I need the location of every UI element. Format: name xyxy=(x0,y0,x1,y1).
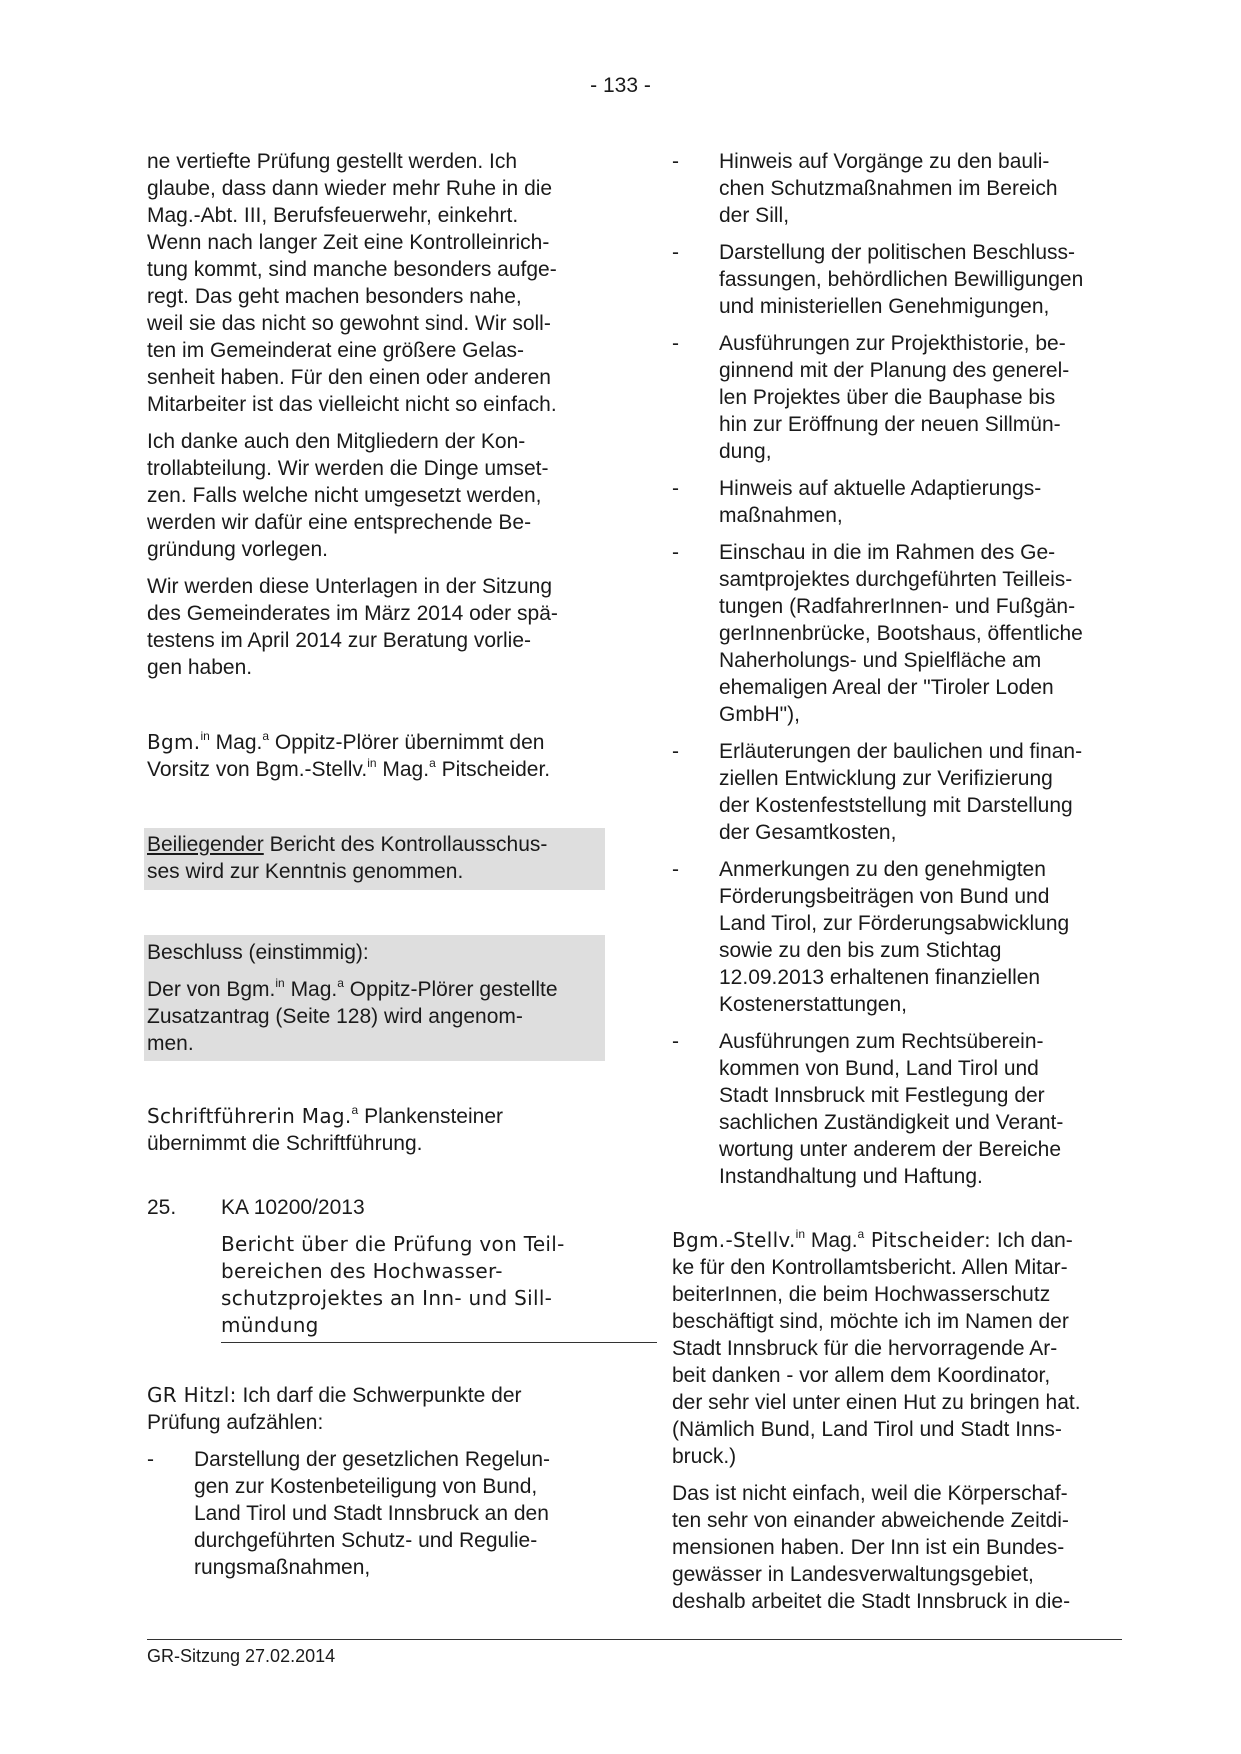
list-item: - Ausführungen zur Projekthistorie, be- ginnend mit der Planung des generel- len Projektes über die Bauphase bis hin zur Eröffnung der neuen Sillmün- dung, xyxy=(672,332,1070,463)
report-note-box: Beiliegender Bericht des Kontrollausschus- ses wird zur Kenntnis genommen. xyxy=(144,828,605,890)
page-number: - 133 - xyxy=(590,74,651,97)
paragraph-continuation: ne vertiefte Prüfung gestellt werden. Ich glaube, dass dann wieder mehr Ruhe in die Mag.-Abt. III, Berufsfeuerwehr, einkehrt. Wenn nach langer Zeit eine Kontrolleinrich- tung kommt, sind manche besonders aufge- regt. Das geht machen besonders nahe, weil sie das nicht so gewohnt sind. Wir soll- ten im Gemeinderat eine größere Gelas- senheit haben. Für den einen oder anderen Mitarbeiter ist das vielleicht nicht so einfach. xyxy=(147,150,557,416)
list-item: - Einschau in die im Rahmen des Ge- samtprojektes durchgeführten Teilleis- tungen (RadfahrerInnen- und Fußgän- gerInnenbrücke, Bootshaus, öffentliche Naherholungs- und Spielfläche am ehemaligen Areal der "Tiroler Loden GmbH"), xyxy=(672,541,1083,726)
list-item: - Hinweis auf aktuelle Adaptierungs- maßnahmen, xyxy=(672,477,1042,527)
spacer xyxy=(147,783,602,828)
paragraph-thanks: Ich danke auch den Mitgliedern der Kon- trollabteilung. Wir werden die Dinge umset- zen. Falls welche nicht umgesetzt werden, werden wir dafür eine entsprechende Be- gründung vorlegen. xyxy=(147,430,549,561)
list-item: - Hinweis auf Vorgänge zu den bauli- chen Schutzmaßnahmen im Bereich der Sill, xyxy=(672,150,1058,227)
spacer xyxy=(147,691,602,729)
decision-text: Der von Bgm.$^{in}$ Mag.$^a$ Oppitz-Plörer gestellte Zusatzantrag (Seite 128) wird angenom- men. xyxy=(147,976,558,1055)
hitzl-statement: GR Hitzl: Ich darf die Schwerpunkte der Prüfung aufzählen: xyxy=(147,1383,522,1434)
agenda-item-code: KA 10200/2013 xyxy=(221,1196,365,1219)
agenda-item-number: 25. xyxy=(147,1196,177,1219)
underlined-word: Beiliegender xyxy=(147,833,264,856)
agenda-item-header xyxy=(147,1194,602,1221)
pitscheider-statement: Bgm.-Stellv.$^{in}$ Mag.$^a$ Pitscheider: Ich dan- ke für den Kontrollamtsbericht. Allen Mitar- beiterInnen, die beim Hochwasserschutz beschäftigt sind, möchte ich im Namen der Stadt Innsbruck für die hervorragende Ar- beit danken - vor allem dem Koordinator, der sehr viel unter einen Hut zu bringen hat. (Nämlich Bund, Land Tirol und Stadt Inns- bruck.) xyxy=(672,1227,1081,1468)
list-item: - Anmerkungen zu den genehmigten Förderungsbeiträgen von Bund und Land Tirol, zur Förderungsabwicklung sowie zu den bis zum Stichtag 12.09.2013 erhaltenen finanziellen Kostenerstattungen, xyxy=(672,858,1070,1016)
right-column xyxy=(672,148,1122,1625)
list-item: - Darstellung der politischen Beschluss- fassungen, behördlichen Bewilligungen und ministeriellen Genehmigungen, xyxy=(672,241,1084,318)
spacer xyxy=(147,1061,602,1103)
footer-session: GR-Sitzung 27.02.2014 xyxy=(147,1646,336,1666)
spacer xyxy=(147,1343,602,1355)
left-column xyxy=(147,148,602,1591)
list-item: - Ausführungen zum Rechtsüberein- kommen von Bund, Land Tirol und Stadt Innsbruck mit Festlegung der sachlichen Zuständigkeit und Verant- wortung unter anderem der Bereiche Instandhaltung und Haftung. xyxy=(672,1030,1064,1188)
list-item: - Erläuterungen der baulichen und finan- ziellen Entwicklung zur Verifizierung der Kostenfeststellung mit Darstellung der Gesamtkosten, xyxy=(672,740,1083,844)
list-item: - Darstellung der gesetzlichen Regelun- gen zur Kostenbeteiligung von Bund, Land Tirol und Stadt Innsbruck an den durchgeführten Schutz- und Regulie- rungsmaßnahmen, xyxy=(147,1448,551,1579)
decision-heading: Beschluss (einstimmig): xyxy=(147,941,369,964)
spacer xyxy=(147,890,602,935)
spacer xyxy=(147,1157,602,1194)
paragraph-closing: Das ist nicht einfach, weil die Körperschaf- ten sehr von einander abweichende Zeitdi- mensionen haben. Der Inn ist ein Bundes- gewässer in Landesverwaltungsgebiet, deshalb arbeitet die Stadt Innsbruck in die- xyxy=(672,1482,1071,1613)
chair-handover: Bgm.$^{in}$ Mag.$^a$ Oppitz-Plörer übernimmt den Vorsitz von Bgm.-Stellv.$^{in}$ Mag.$^a$ Pitscheider. xyxy=(147,729,551,781)
decision-box xyxy=(144,935,605,1061)
paragraph-schedule: Wir werden diese Unterlagen in der Sitzung des Gemeinderates im März 2014 oder spä- testens im April 2014 zur Beratung vorlie- gen haben. xyxy=(147,575,558,679)
footer-divider xyxy=(147,1639,1122,1640)
agenda-item-subject: Bericht über die Prüfung von Teil- bereichen des Hochwasser- schutzprojektes an Inn- und Sill- mündung xyxy=(221,1231,657,1343)
secretary-note: Schriftführerin Mag.$^a$ Plankensteiner übernimmt die Schriftführung. xyxy=(147,1103,503,1155)
